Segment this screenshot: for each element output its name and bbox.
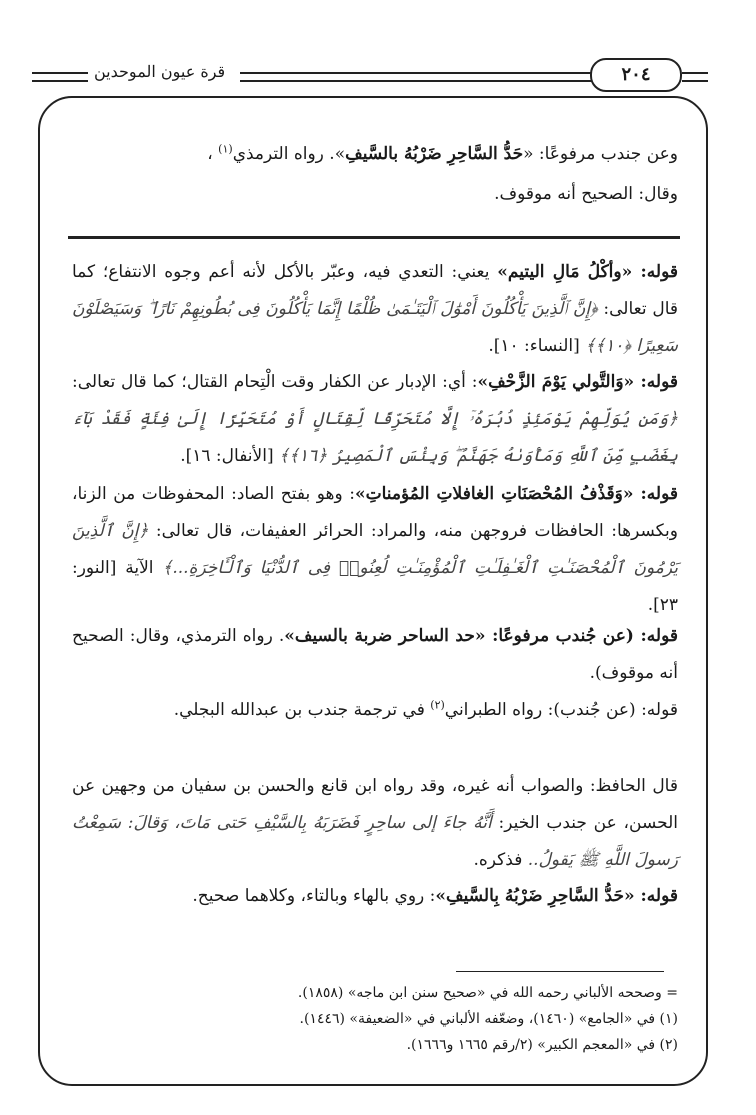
verse-reference: [الأنفال: ١٦]. bbox=[180, 446, 279, 466]
quran-verse: ﴿إِنَّ ٱلَّذِينَ يَرْمُونَ ٱلْمُحْصَنَـٰتِ ٱلْغَـٰفِلَـٰتِ ٱلْمُؤْمِنَـٰتِ لُعِنُوا۟ فِى ٱلدُّنْيَا وَٱلْـَٔاخِرَةِ...﴾ bbox=[72, 521, 678, 578]
paragraph-text: . رواه الترمذي، وقال: الصحيح أنه موقوف). bbox=[72, 626, 678, 683]
header-rule-left bbox=[32, 72, 88, 82]
quran-verse: ﴿إِنَّ ٱلَّذِينَ يَأْكُلُونَ أَمْوَٰلَ ٱلْيَتَـٰمَىٰ ظُلْمًا إِنَّمَا يَأْكُلُونَ فِى بُطُونِهِمْ نَارًا ۖ وَسَيَصْلَوْنَ سَعِيرًا ﴿١٠﴾﴾ bbox=[72, 299, 678, 356]
commentary-paragraph bbox=[72, 364, 678, 475]
intro-text-a: وعن جندب مرفوعًا: « bbox=[523, 144, 678, 164]
header-rule-right bbox=[682, 72, 708, 82]
paragraph-lead: قوله: «حَدُّ السَّاحِرِ ضَرْبُهُ بِالسَّيفِ» bbox=[435, 886, 678, 906]
page-number: ٢٠٤ bbox=[590, 58, 682, 92]
paragraph-text: : أي: الإدبار عن الكفار وقت الْتِحام القتال؛ كما قال تعالى: bbox=[72, 372, 478, 392]
hadith-quote: أَنَّهُ جاءَ إلى ساحِرٍ فَضَرَبَهُ بِالسَّيْفِ حَتى مَاتَ، وَقالَ: سَمِعْتُ رَسولَ اللَّهِ ﷺ يَقولُ.. bbox=[72, 813, 678, 870]
paragraph-text: : روي بالهاء وبالتاء، وكلاهما صحيح. bbox=[192, 886, 436, 906]
intro-line-1 bbox=[72, 134, 678, 174]
footnote-ref-2: (٢) bbox=[430, 698, 445, 712]
verse-reference: الآية [النور: ٢٣]. bbox=[72, 558, 678, 615]
header-rule-middle bbox=[240, 72, 604, 82]
footnote-1: (١) في «الجامع» (١٤٦٠)، وضعّفه الألباني في «الضعيفة» (١٤٤٦). bbox=[299, 1011, 678, 1027]
paragraph-lead: قوله: (عن جُندب): رواه الطبراني bbox=[444, 700, 678, 720]
verse-reference: [النساء: ١٠]. bbox=[488, 336, 586, 356]
footnote-2: (٢) في «المعجم الكبير» (٢/رقم ١٦٦٥ و١٦٦٦). bbox=[406, 1037, 678, 1053]
book-title: قرة عيون الموحدين bbox=[94, 62, 226, 81]
footnote-separator bbox=[456, 971, 664, 972]
commentary-paragraph bbox=[72, 618, 678, 692]
footnote-ref-1: (١) bbox=[218, 142, 233, 156]
intro-text-b: ». رواه الترمذي bbox=[232, 144, 346, 164]
intro-line-2: وقال: الصحيح أنه موقوف. bbox=[494, 184, 678, 204]
section-divider bbox=[68, 236, 680, 239]
commentary-paragraph bbox=[72, 768, 678, 879]
page-header bbox=[28, 56, 724, 96]
paragraph-lead: قوله: «وَالتَّولي يَوْمَ الزَّحْفِ» bbox=[477, 372, 678, 392]
intro-hadith-text: حَدُّ السَّاحِرِ ضَرْبُهُ بالسَّيفِ bbox=[345, 144, 524, 164]
intro-hadith bbox=[72, 134, 678, 214]
paragraph-text: في ترجمة جندب بن عبدالله البجلي. bbox=[173, 700, 431, 720]
intro-text-c: ، bbox=[207, 144, 213, 164]
footnotes bbox=[72, 980, 678, 1058]
footnote-continuation: = وصححه الألباني رحمه الله في «صحيح سنن ابن ماجه» (١٨٥٨). bbox=[297, 985, 678, 1001]
paragraph-tail: فذكره. bbox=[473, 850, 528, 870]
paragraph-text: قال الحافظ: والصواب أنه غيره، وقد رواه ابن قانع والحسن بن سفيان من وجهين عن الحسن، عن جندب الخير: bbox=[72, 776, 678, 833]
paragraph-lead: قوله: «وأكْلُ مَالِ اليتيم» bbox=[497, 262, 678, 282]
paragraph-lead: قوله: (عن جُندب مرفوعًا: «حد الساحر ضربة بالسيف» bbox=[284, 626, 678, 646]
paragraph-text: : وهو بفتح الصاد: المحفوظات من الزنا، وبكسرها: الحافظات فروجهن منه، والمراد: الحرائر العفيفات، قال تعالى: bbox=[72, 484, 678, 541]
commentary-paragraph bbox=[72, 254, 678, 365]
commentary-paragraph bbox=[72, 878, 678, 915]
commentary-paragraph bbox=[72, 476, 678, 624]
quran-verse: ﴿وَمَن يُوَلِّهِمْ يَوْمَئِذٍ دُبُرَهُۥٓ إِلَّا مُتَحَرِّفًا لِّقِتَالٍ أَوْ مُتَحَيِّزًا إِلَىٰ فِئَةٍ فَقَدْ بَآءَ بِغَضَبٍ مِّنَ ٱللَّهِ وَمَأْوَىٰهُ جَهَنَّمُ ۖ وَبِئْسَ ٱلْمَصِيرُ ﴿١٦﴾﴾ bbox=[72, 409, 678, 466]
paragraph-lead: قوله: «وَقَذْفُ المُحْصَنَاتِ الغافلاتِ المُؤمناتِ» bbox=[354, 484, 678, 504]
commentary-paragraph bbox=[72, 692, 678, 729]
paragraph-text: يعني: التعدي فيه، وعبّر بالأكل لأنه أعم وجوه الانتفاع؛ كما قال تعالى: bbox=[72, 262, 679, 319]
